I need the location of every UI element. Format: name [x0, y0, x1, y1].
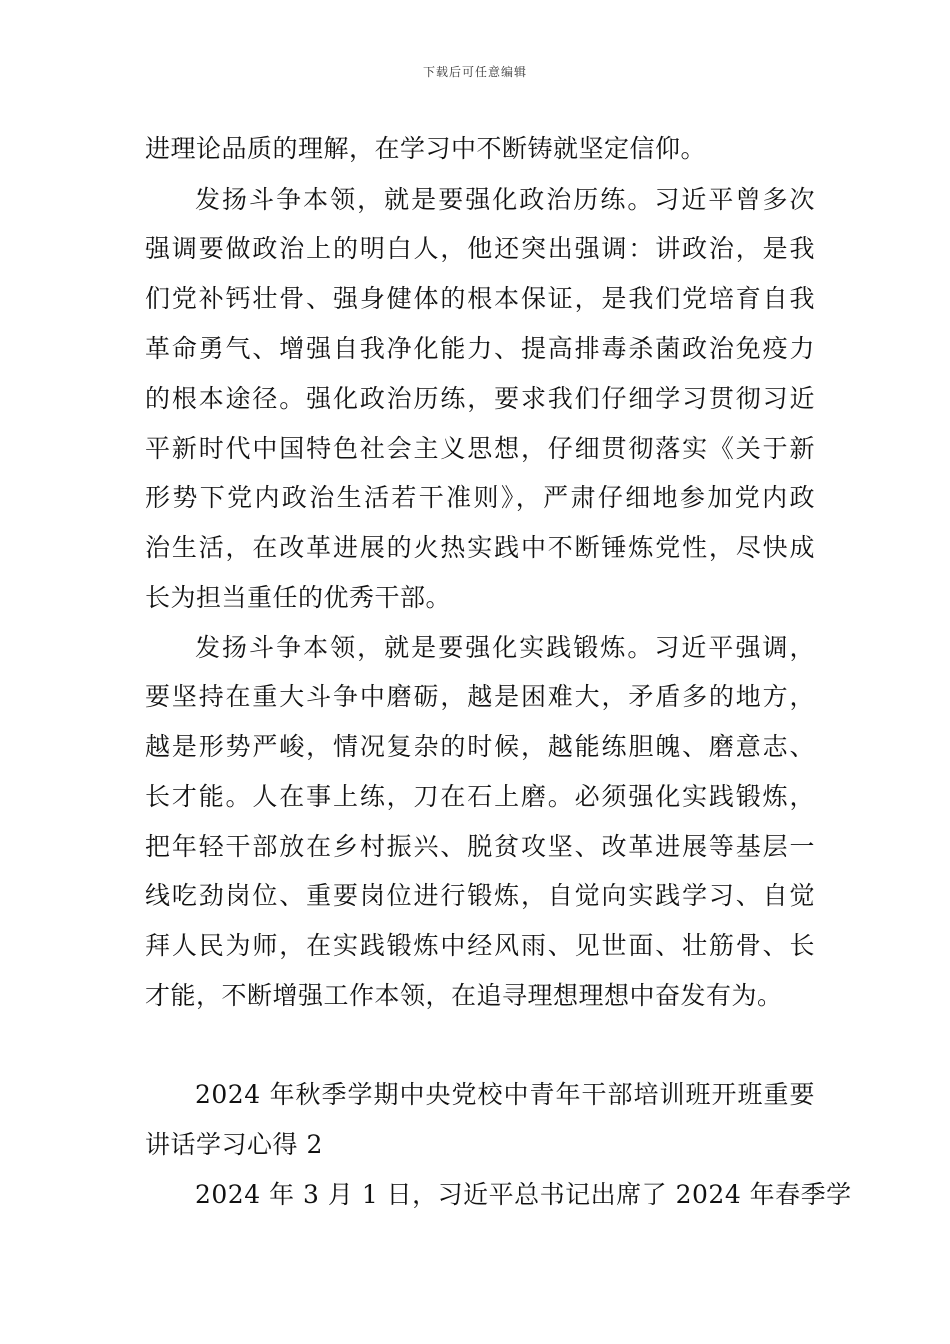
text-line: 发扬斗争本领，就是要强化政治历练。习近平曾多次 [195, 185, 815, 214]
text-line: 才能，不断增强工作本领，在追寻理想理想中奋发有为。 [145, 981, 783, 1010]
text-line: 2024 年 3 月 1 日，习近平总书记出席了 2024 年春季学 [195, 1180, 852, 1209]
text-line: 平新时代中国特色社会主义思想，仔细贯彻落实《关于新 [145, 434, 815, 463]
text-line: 形势下党内政治生活若干准则》，严肃仔细地参加党内政 [145, 483, 815, 512]
text-line: 越是形势严峻，情况复杂的时候，越能练胆魄、磨意志、 [145, 732, 815, 761]
text-line: 治生活，在改革进展的火热实践中不断锤炼党性，尽快成 [145, 533, 815, 562]
section-heading-line: 2024 年秋季学期中央党校中青年干部培训班开班重要 [195, 1080, 815, 1109]
text-line: 进理论品质的理解，在学习中不断铸就坚定信仰。 [145, 134, 707, 163]
text-line: 强调要做政治上的明白人，他还突出强调：讲政治，是我 [145, 234, 815, 263]
section-heading-line: 讲话学习心得 2 [145, 1130, 323, 1159]
text-line: 拜人民为师，在实践锻炼中经风雨、见世面、壮筋骨、长 [145, 931, 815, 960]
text-line: 们党补钙壮骨、强身健体的根本保证，是我们党培育自我 [145, 284, 815, 313]
text-line: 长为担当重任的优秀干部。 [145, 583, 452, 612]
text-line: 发扬斗争本领，就是要强化实践锻炼。习近平强调， [195, 633, 815, 662]
text-line: 把年轻干部放在乡村振兴、脱贫攻坚、改革进展等基层一 [145, 832, 815, 861]
text-line: 革命勇气、增强自我净化能力、提高排毒杀菌政治免疫力 [145, 334, 815, 363]
text-line: 线吃劲岗位、重要岗位进行锻炼，自觉向实践学习、自觉 [145, 881, 815, 910]
text-line: 长才能。人在事上练，刀在石上磨。必须强化实践锻炼， [145, 782, 815, 811]
text-line: 要坚持在重大斗争中磨砺，越是困难大，矛盾多的地方， [145, 682, 815, 711]
text-line: 的根本途径。强化政治历练，要求我们仔细学习贯彻习近 [145, 384, 815, 413]
header-note: 下载后可任意编辑 [422, 65, 527, 79]
